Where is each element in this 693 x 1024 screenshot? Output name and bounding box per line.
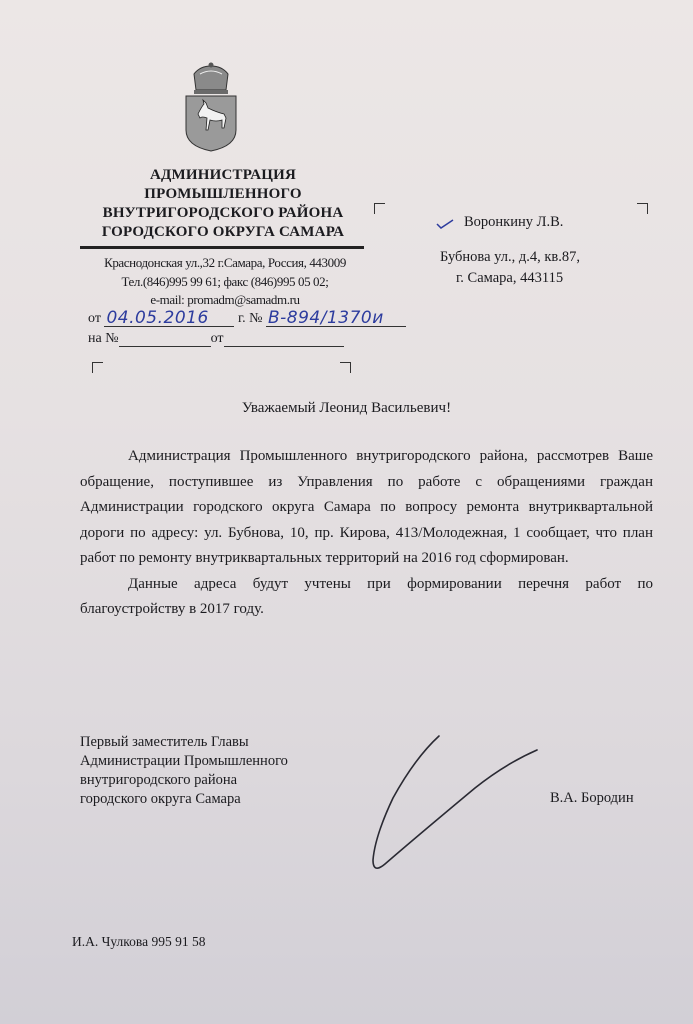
shield-icon (186, 96, 236, 151)
addressee-corner-mark-left (374, 203, 385, 214)
signatory-title: Первый заместитель Главы Администрации Промышленного внутригородского района городского округа Самара (80, 734, 288, 807)
email-line: e-mail: promadm@samadm.ru (150, 292, 300, 307)
address-line: Краснодонская ул.,32 г.Самара, Россия, 443009 (104, 255, 346, 270)
signatory-name: В.А. Бородин (550, 790, 634, 806)
incoming-reference: на № от (88, 330, 344, 347)
samara-coat-of-arms-emblem (180, 62, 242, 152)
paragraph: Данные адреса будут учтены при формировании перечня работ по благоустройству в 2017 году. (80, 575, 653, 617)
letter-body (80, 444, 653, 623)
organization-name: АДМИНИСТРАЦИЯ ПРОМЫШЛЕННОГО ВНУТРИГОРОДСКОГО РАЙОНА ГОРОДСКОГО ОКРУГА САМАРА (101, 167, 345, 240)
addressee-name: Воронкину Л.В. (464, 214, 564, 230)
handwritten-date: 04.05.2016 (106, 308, 209, 328)
number-field (266, 310, 406, 327)
addressee-city: г. Самара, 443115 (456, 270, 564, 286)
header-divider (80, 246, 364, 249)
phone-line: Тел.(846)995 99 61; факс (846)995 05 02; (121, 273, 329, 289)
date-field (104, 310, 234, 327)
incoming-date-field (224, 330, 344, 347)
organization-contacts (80, 254, 370, 310)
paragraph: Администрация Промышленного внутригородского района, рассмотрев Ваше обращение, поступившее из Управления по работе с обращениями граждан Администрации городского округа Самара по вопросу ремонта внутриквартальной дороги по адресу: ул. Бубнова, 10, пр. Кирова, 413/Молодежная, 1 сообщает, что план работ по ремонту внутриквартальных территорий на 2016 год сформирован. (80, 448, 653, 566)
handwritten-signature (355, 728, 555, 878)
addressee-block (440, 212, 640, 289)
subject-corner-mark-right (340, 362, 351, 373)
salutation: Уважаемый Леонид Васильевич! (241, 400, 452, 416)
incoming-number-field (119, 330, 211, 347)
addressee-street: Бубнова ул., д.4, кв.87, (440, 249, 580, 265)
crown-icon (194, 63, 228, 95)
executor-contact: И.А. Чулкова 995 91 58 (72, 934, 206, 949)
handwritten-number: В-894/1370и (267, 308, 384, 328)
subject-corner-mark-left (92, 362, 103, 373)
outgoing-reference: от 04.05.2016 г. № В-894/1370и (88, 310, 406, 327)
